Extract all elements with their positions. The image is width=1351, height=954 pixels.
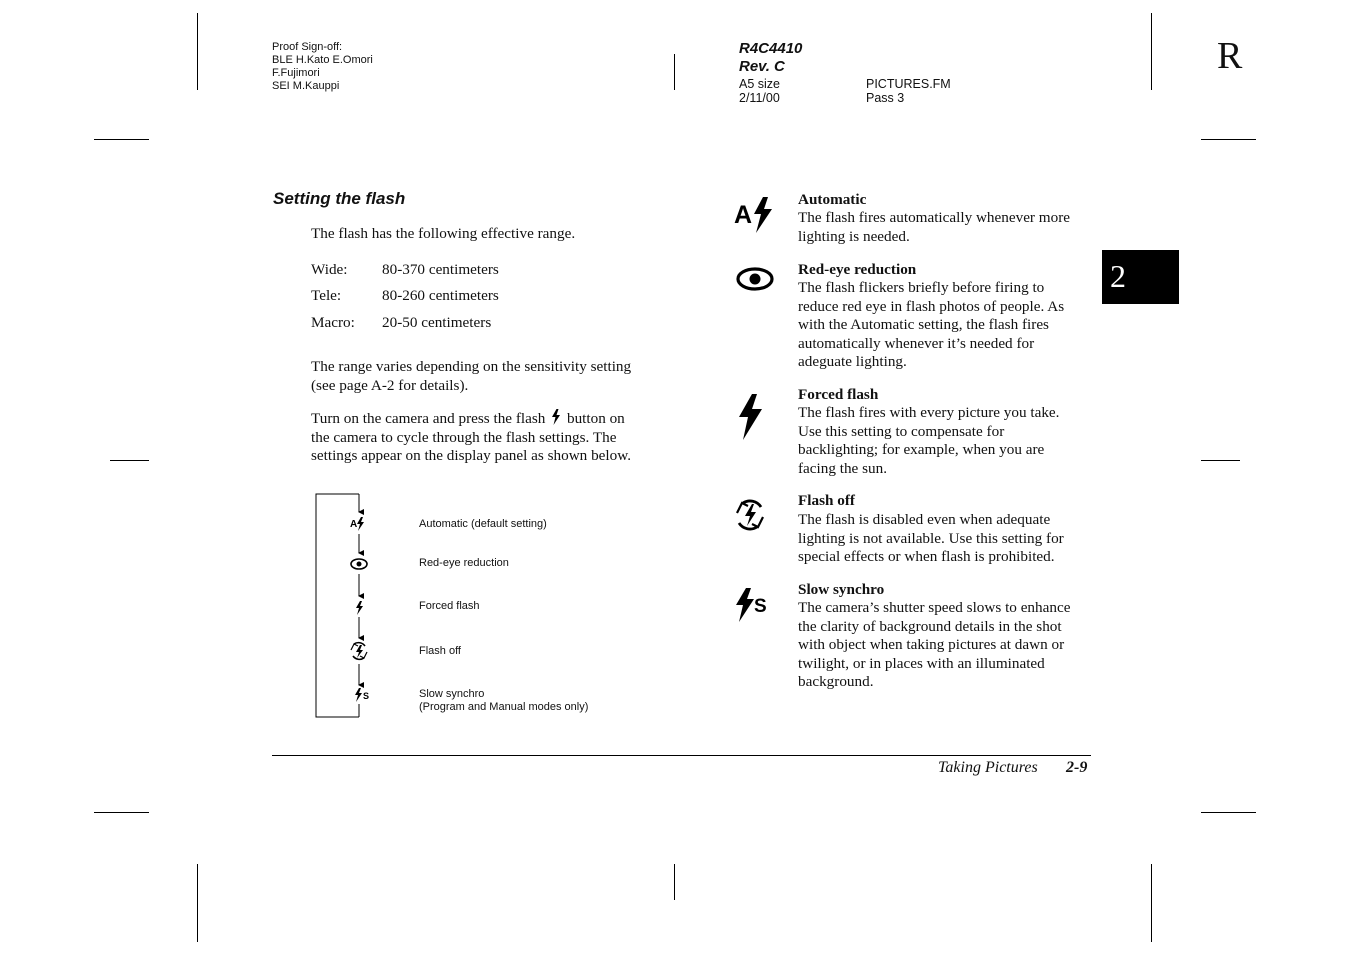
intro-text: The flash has the following effective range. [311,225,576,242]
mode-title: Automatic [798,191,867,208]
description-line: with object when taking pictures at dawn or [798,636,1065,653]
registration-mark: R [1217,35,1243,77]
svg-text:S: S [363,691,370,701]
description-line: Use this setting to compensate for [798,422,1005,440]
description-line: background. [798,673,874,690]
range-label: Macro: [311,314,355,331]
mode-title: Slow synchro [798,581,885,598]
cycle-label [419,688,588,714]
slow-synchro-icon [355,688,369,702]
forced-flash-icon [735,393,765,441]
crop-mark [674,864,675,900]
chapter-number: 2 [1110,258,1126,294]
crop-mark [197,864,198,942]
description-line: The flash flickers briefly before firing to [798,279,1045,296]
crop-mark [94,139,149,140]
crop-mark [94,812,149,813]
crop-mark [1151,864,1152,942]
description-line: special effects or when flash is prohibited. [798,548,1055,565]
cycle-label: Red-eye reduction [419,557,509,569]
mode-description [798,209,1070,246]
description-line: reduce red eye in flash photos of people. As [798,297,1065,315]
crop-mark [1201,460,1240,461]
crop-mark [674,54,675,90]
paragraph-line [311,409,631,429]
crop-mark [1151,13,1152,90]
range-value: 80-260 centimeters [382,287,499,304]
pass-number: Pass 3 [866,91,905,105]
flash-off-icon [351,643,367,660]
paragraph-text: button on [566,410,625,427]
forced-flash-icon [356,601,363,615]
proof-line: SEI M.Kauppi [272,80,340,92]
svg-text:S: S [754,596,767,617]
cycle-label: Forced flash [419,600,480,612]
proof-line: Proof Sign-off: [272,41,343,53]
description-line: the clarity of background details in the shot [798,617,1062,635]
flash-cycle-diagram [300,488,390,723]
doc-id [739,40,802,76]
range-value: 20-50 centimeters [382,314,492,331]
paragraph-line: settings appear on the display panel as shown below. [311,447,631,464]
description-line: The flash fires with every picture you take. [798,404,1060,421]
description-line: automatically whenever it’s needed for [798,334,1035,352]
description-line: facing the sun. [798,459,887,477]
red-eye-icon [735,265,775,293]
mode-description [798,404,1059,478]
mode-description [798,511,1064,567]
cycle-label-title: Slow synchro [419,688,485,700]
paper-size: A5 size [739,77,780,91]
description-line: The flash fires automatically whenever more [798,209,1070,226]
description-line: lighting is needed. [798,227,910,245]
description-line: The camera’s shutter speed slows to enhance [798,599,1071,616]
svg-text:A: A [734,201,753,229]
cycle-label: Flash off [419,645,461,657]
button-paragraph [311,409,631,466]
mode-description [798,599,1070,692]
crop-mark [197,13,198,90]
mode-title: Forced flash [798,386,879,403]
range-label: Wide: [311,261,348,278]
proof-signoff [272,41,373,93]
crop-mark [1201,812,1256,813]
auto-flash-icon [350,517,364,531]
paragraph-line: (see page A-2 for details). [311,376,469,394]
mode-title: Red-eye reduction [798,261,917,278]
mode-title: Flash off [798,492,855,509]
paragraph-line: the camera to cycle through the flash settings. The [311,428,617,446]
cycle-label: Automatic (default setting) [419,518,547,530]
slow-synchro-icon [734,587,774,623]
file-name: PICTURES.FM [866,77,951,91]
range-value: 80-370 centimeters [382,261,499,278]
paragraph-line: The range varies depending on the sensitivity setting [311,358,632,375]
description-line: twilight, or in places with an illuminated [798,654,1045,672]
auto-flash-icon [733,196,775,234]
description-line: The flash is disabled even when adequate [798,511,1051,528]
flash-icon [551,409,561,425]
doc-date: 2/11/00 [739,91,780,105]
description-line: adeguate lighting. [798,353,907,370]
flash-off-icon [734,499,766,531]
mode-description [798,279,1064,372]
paragraph-text: Turn on the camera and press the flash [311,410,546,427]
doc-code: R4C4410 [739,40,803,57]
revision: Rev. C [739,58,785,75]
description-line: lighting is not available. Use this setting for [798,529,1064,547]
proof-line: F.Fujimori [272,67,320,79]
chapter-tab [1102,250,1179,304]
svg-text:A: A [350,519,358,530]
section-title: Setting the flash [273,189,406,208]
description-line: with the Automatic setting, the flash fires [798,316,1049,333]
red-eye-icon [351,559,367,569]
range-paragraph [311,358,631,395]
description-line: backlighting; for example, when you are [798,441,1045,458]
range-label: Tele: [311,287,342,304]
footer-rule [272,755,1091,756]
footer-chapter-name: Taking Pictures [938,759,1038,776]
crop-mark [110,460,149,461]
cycle-label-note: (Program and Manual modes only) [419,701,589,713]
proof-line: BLE H.Kato E.Omori [272,54,373,66]
page-number: 2-9 [1066,759,1088,776]
crop-mark [1201,139,1256,140]
